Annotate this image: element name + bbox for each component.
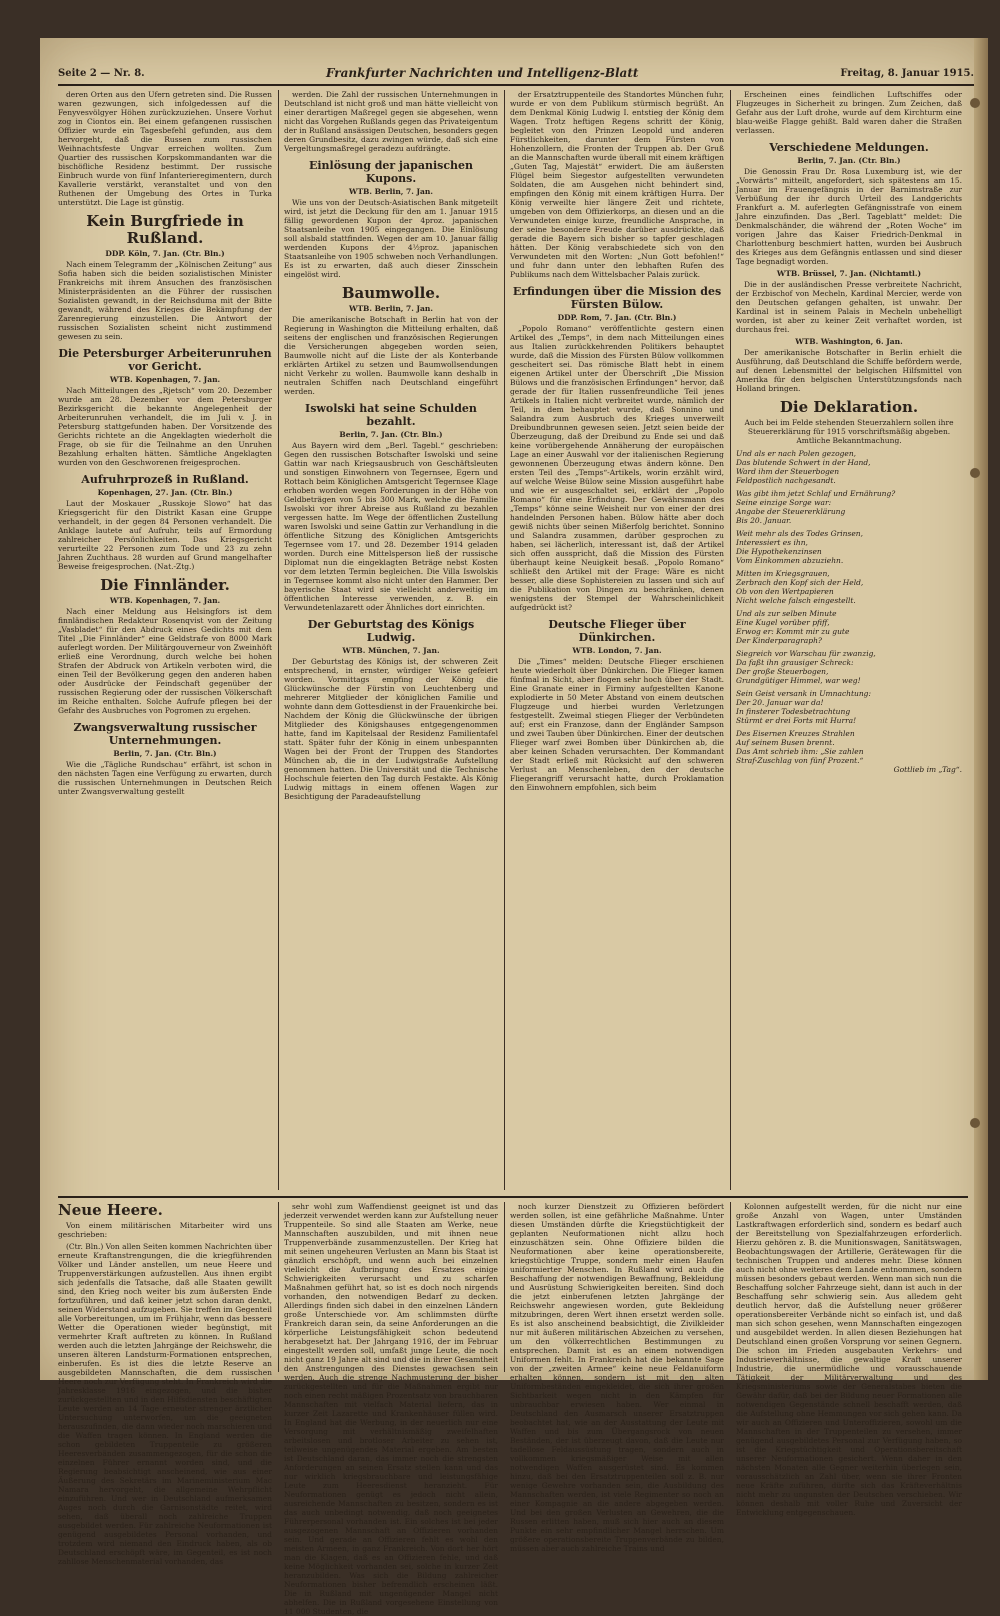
headline: Die Finnländer. (100, 576, 230, 594)
poem-line: Sein Geist versank in Umnachtung: (736, 689, 871, 698)
headline: Der Geburtstag des Königs Ludwig. (307, 618, 475, 644)
article-text: Aus Bayern wird dem „Berl. Tagebl.“ geschrieben: Gegen den russischen Botschafter Iswolski und seine Gattin war nach Kriegsausbruch von Geschäftsleuten und sonstigen Einwohnern von Tegernsee, Egern und Rottach beim Königlichen Amtsgericht Tegernsee Klage erhoben worden wegen Forderungen in der Höhe von Geldbeträgen von 5 bis 300 Mark, welche die Familie Iswolski vor ihrer Abreise aus Rußland zu bezahlen vergessen hatte. Im Wege der öffentlichen Zustellung waren Iswolski und seine Gattin zur Verhandlung in die öffentliche Sitzung des Königlichen Amtsgerichts Tegernsee vom 17. und 28. Dezember 1914 geladen worden. Durch eine Mittelsperson ließ der russische Diplomat nun die eingeklagten Beträge nebst Kosten vor dem letzten Termin begleichen. Die Villa Iswolskis in Tegernsee kommt also nicht unter den Hammer. Der bayerische Staat wird sie vielleicht anderweitig im öffentlichen Interesse verwenden, z. B. ein Verwundetenlazarett oder Ähnliches dort einrichten. (284, 441, 498, 612)
dateline: WTB. Berlin, 7. Jan. (349, 304, 433, 313)
poem-line: Die Hypothekenzinsen (736, 547, 822, 556)
poem-line: Straf-Zuschlag von fünf Prozent.“ (736, 756, 864, 765)
article-text: Wie die „Tägliche Rundschau“ erfährt, ist schon in den nächsten Tagen eine Verfügung zu erwarten, durch die russischen Unternehmungen in Deutschen Reich unter Zwangsverwaltung gestellt (58, 760, 272, 796)
dateline: DDP. Köln, 7. Jan. (Ctr. Bln.) (105, 249, 225, 258)
headline: Aufruhrprozeß in Rußland. (81, 473, 249, 486)
binding-hole (970, 98, 980, 108)
page-edge-shadow (974, 38, 988, 1380)
poem (736, 418, 962, 774)
article-text: „Popolo Romano“ veröffentlichte gestern einen Artikel des „Temps“, in dem nach Mitteilungen eines aus Italien zurückkehrenden Politikers behauptet wurde, daß die Mission des Fürsten Bülow vollkommen gescheitert sei. Das römische Blatt hebt in einem eigenen Artikel unter der Überschrift „Die Mission Bülows und die französischen Erfindungen“ hervor, daß gerade der für Italien russenfreundliche Teil jenes Artikels in Italien nicht verbreitet wurde, nämlich der Teil, in dem behauptet wurde, daß Sonnino und Salandra zum Ausbruch des Krieges unverweilt Dreibundbrunnen gewesen seien. Jetzt seien beide der Überzeugung, daß der Dreibund zu Ende sei und daß keine vorübergehende Annäherung der europäischen Lage an einer Auswahl vor der italienischen Regierung gewonnenen Überzeugung etwas ändern könne. Den ersten Teil des „Temps“-Artikels, worin erzählt wird, auf welche Weise Bülow seine Mission ausgeführt habe und wie er ausgeschaltet sei, erklärt der „Popolo Romano“ für eine Erfindung. Der Gewährsmann des „Temps“ könne seine Weisheit nur von einer der drei handelnden Personen haben. Bülow hätte aber doch gewiß nichts über seinen Mißerfolg berichtet. Sonnino und Salandra zusammen, darüber gesprochen zu haben, sei lächerlich, interessant ist, daß der Artikel sich offen ausspricht, daß die Mission des Fürsten überhaupt keine Neuigkeit besaß. „Popolo Romano“ schließt den Artikel mit der Frage: Wäre es nicht besser, alle diese Sophistereien zu lassen und sich auf die Publikation von Dingen zu beschränken, denen wenigstens der Stempel der Wahrscheinlichkeit aufgedrückt ist? (510, 324, 724, 612)
dateline: WTB. London, 7. Jan. (572, 646, 662, 655)
byline: Von einem militärischen Mitarbeiter wird uns geschrieben: (58, 1221, 272, 1239)
headline: Iswolski hat seine Schulden bezahlt. (305, 402, 477, 428)
poem-line: In finsterer Todesbetrachtung (736, 707, 851, 716)
article-text: Erscheinen eines feindlichen Luftschiffes oder Flugzeuges in Sicherheit zu bringen. Zum Zeichen, daß Gefahr aus der Luft drohe, wurde auf dem Kirchturm eine blau-weiße Flagge gehißt. Bald waren daher die Straßen verlassen. (736, 90, 962, 135)
section-rule (58, 1196, 968, 1198)
article-text: sehr wohl zum Waffendienst geeignet ist und das jederzeit verwendet werden kann zur Aufstellung neuer Truppenteile. So sind alle Staaten am Werke, neue Mannschaften auszubilden, und mit ihnen neue Truppenverbände zusammenzustellen. Der Krieg hat mit seinen ungeheuren Verlusten an Mann bis Staat ist gänzlich erschöpft, und wenn auch bei einzelnen vielleicht die Aufbringung des Ersatzes einige Schwierigkeiten verursacht und zu scharfen Maßnahmen geführt hat, so ist es doch noch nirgends vorhanden, den notwendigen Bedarf zu decken. Allerdings finden sich dabei in den einzelnen Ländern große Unterschiede vor. Am schlimmsten dürfte Frankreich daran sein, da seine Anforderungen an die körperliche Leistungsfähigkeit schon bedeutend herabgesetzt hat. Der Jahrgang 1916, der im Februar eingestellt werden soll, umfaßt junge Leute, die noch nicht ganz 19 Jahre alt sind und die in ihrer Gesamtheit den Anstrengungen des Dienstes gewachsen sein werden. Auch die strenge Nachmusterung der bisher zurückgestellten und für die Maßnahmen ergibt nur noch einen recht mäßigen Prozentsatz von brauchbaren Mannschaften mit vielfach Material liefern, das in kurzer Zeit Lazarette und Krankenhäuser füllen wird. In England hat die Werbung, in der neuerlich nur eine Versorgung mit verhältnismäßig zweifelhaften arbeitslosen und brotloser Arbeiter zu sehen ist, teilweise ungenügendes Material ergeben. Am besten ist Deutschland daran, das immer noch die strengsten Anforderungen an seinen Ersatz stellen kann und das nur wirklich kriegsbrauchbare und leistungsfähige Leute zum Heeresdienst heranzieht. Für Neuformationen genügt es jedoch nicht allein, ausreichende Mannschaften zu besitzen, sondern es ist das auch unbedingt notwendig, daß noch geeignetes Führerpersonal vorhanden ist. Ein solches ist bei jeder ausgezogenen Mannschaft an Offizieren vorhanden sein. Und gerade an Offizieren fehlt es wohl den meisten Armeen, in ganz Frankreich. Von dort her hört man die Klagen, daß es an Offizieren fehle, und daß keine Möglichkeit vorhanden sei, solche in kurzer Zeit heranzubilden. Was sich die Bildung zahlreicher Neuformationen bisher befremdlich erscheinen läßt. Die in Rußland mit ungenügender Mangel nicht abhelfen. Die in Rußland vorgesehene Einstellung von 11 000 Studenten, die (284, 1202, 498, 1616)
poem-line: Eine Kugel vorüber pfiff, (736, 618, 830, 627)
poem-line: Da faßt ihn grausiger Schreck: (736, 658, 854, 667)
article-text: Nach einem Telegramm der „Kölnischen Zeitung“ aus Sofia haben sich die beiden sozialistischen Minister Frankreichs mit ihrem Ansuchen des französischen Ministerpräsidenten an die Führer der russischen Sozialisten gewandt, in der Reichsduma mit der Bitte gewandt, während des Krieges die Bekämpfung der Zarenregierung einzustellen. Die Antwort der russischen Sozialisten scheint nicht zustimmend gewesen zu sein. (58, 260, 272, 341)
neue-heere-column-2 (284, 1202, 498, 1616)
dateline: WTB. Kopenhagen, 7. Jan. (109, 596, 221, 605)
dateline: Berlin, 7. Jan. (Ctr. Bln.) (797, 156, 901, 165)
poem-line: Stürmt er drei Forts mit Hurra! (736, 716, 857, 725)
poem-lines (736, 449, 962, 765)
poem-signature: Gottlieb im „Tag“. (893, 765, 962, 774)
poem-line: Zerbrach den Kopf sich der Held, (736, 578, 864, 587)
poem-line: Das blutende Schwert in der Hand, (736, 458, 871, 467)
article-text: Nach einer Meldung aus Helsingfors ist dem finnländischen Redakteur Rosenqvist von der Zeitung „Vasbladet“ für den Abdruck eines Gedichts mit dem Titel „Die Finnländer“ eine Geldstrafe von 8000 Mark auferlegt worden. Der Militärgouverneur von Zweinhöft erließ eine Verordnung, durch welche bei hohen Strafen der Abdruck von Artikeln verboten wird, die einen Teil der Bevölkerung gegen den anderen haben oder Ausdrücke der Feindschaft gegenüber der russischen Regierung oder der russischen Völkerschaft im Reiche enthalten. Solche Aufrufe pflegen bei der Gefahr des Ausbruches von Pogromen zu ergehen. (58, 607, 272, 715)
dateline: WTB. Brüssel, 7. Jan. (Nichtamtl.) (776, 269, 922, 278)
poem-line: Der Kinderparagraph? (736, 636, 822, 645)
article-text: Der amerikanische Botschafter in Berlin erhielt die Ausführung, daß Deutschland die Schiffe befördern werde, auf denen Lebensmittel der belgischen Hilfsmittel von Amerika für den belgischen Unterstützungsfonds nach Holland bringen. (736, 348, 962, 393)
column-2 (284, 90, 498, 1190)
poem-line: Interessiert es ihn, (736, 538, 808, 547)
column-rule (730, 1202, 731, 1372)
neue-heere-column-4 (736, 1202, 962, 1517)
poem-line: Ob von den Wertpapieren (736, 587, 834, 596)
headline: Einlösung der japanischen Kupons. (308, 159, 474, 185)
neue-heere-column-3 (510, 1202, 724, 1553)
poem-line: Weit mehr als des Todes Grinsen, (736, 529, 863, 538)
dateline: Berlin, 7. Jan. (Ctr. Bln.) (113, 749, 217, 758)
headline: Zwangsverwaltung russischer Unternehmungen. (73, 721, 257, 747)
column-rule (504, 90, 505, 1190)
column-rule (278, 1202, 279, 1372)
poem-line: Des Eisernen Kreuzes Strahlen (736, 729, 855, 738)
binding-hole (970, 1118, 980, 1128)
column-4 (736, 90, 962, 1190)
poem-line: Und als er nach Polen gezogen, (736, 449, 857, 458)
poem-line: Feldpostlich nachgesandt. (736, 476, 836, 485)
poem-line: Bis 20. Januar. (736, 516, 792, 525)
article-text: Wie uns von der Deutsch-Asiatischen Bank mitgeteilt wird, ist jetzt die Deckung für den am 1. Januar 1915 fällig gewordenen Kupon der 4proz. japanischen Staatsanleihe von 1905 eingegangen. Die Einlösung soll alsbald stattfinden. Wegen der am 10. Januar fällig werdenden Kupons der 4½proz. japanischen Staatsanleihe von 1905 schweben noch Verhandlungen. Es ist zu erwarten, daß auch dieser Zinsschein eingelöst wird. (284, 198, 498, 279)
headline: Erfindungen über die Mission des Fürsten Bülow. (512, 285, 722, 311)
poem-line: Grundgütiger Himmel, war weg! (736, 676, 861, 685)
poem-line: Mitten im Kriegsgrauen, (736, 569, 830, 578)
article-text: Nach Mitteilungen des „Rjetsch“ vom 20. Dezember wurde am 28. Dezember vor dem Petersburger Bezirksgericht die bekannte Angelegenheit der Arbeiterunruhen verhandelt, die im Juli v. J. in Petersburg stattgefunden haben. Der Vorsitzende des Gerichts richtete an die Angeklagten wiederholt die Frage, ob sie für die Teilnahme an den Unruhen Bezahlung erhalten hätten. Sämtliche Angeklagten wurden von den Geschworenen freigesprochen. (58, 386, 272, 467)
poem-line: Das Amt schrieb ihm: „Sie zahlen (736, 747, 864, 756)
poem-line: Siegreich vor Warschau für zwanzig, (736, 649, 876, 658)
dateline: WTB. Berlin, 7. Jan. (349, 187, 433, 196)
column-3 (510, 90, 724, 1190)
headline: Die Petersburger Arbeiterunruhen vor Gericht. (58, 347, 272, 373)
poem-line: Der 20. Januar war da! (736, 698, 824, 707)
article-text: der Ersatztruppenteile des Standortes München fuhr, wurde er von dem Publikum stürmisch begrüßt. An dem Denkmal König Ludwig I. entstieg der König dem Wagen. Trotz heftigen Regens schritt der König, begleitet von den Prinzen Leopold und anderen Fürstlichkeiten, darunter dem Fürsten von Hohenzollern, die Fronten der Truppen ab. Der Gruß an die Mannschaften wurde überall mit einem kräftigen „Guten Tag, Majestät“ erwidert. Die am äußersten Flügel beim Siegestor aufgestellten verwundeten Soldaten, die am Ausgehen nicht behindert sind, empfingen den König mit einem kräftigen Hurra. Der König verweilte hier längere Zeit und richtete, umgeben von dem Offizierkorps, an diesen und an die Verwundeten einige kurze, freundliche Ansprache, in der seine besondere Freude darüber ausdrückte, daß gerade die Bayern sich bisher so tapfer geschlagen hätten. Der König verabschiedete sich von den Verwundeten mit den Worten: „Nun Gott befohlen!“ und fuhr dann unter den lebhaften Rufen des Publikums nach dem Wittelsbacher Palais zurück. (510, 90, 724, 279)
column-rule (730, 90, 731, 1190)
article-text: Laut der Moskauer „Russkoje Slowo“ hat das Kriegsgericht für den Distrikt Kasan eine Gruppe verhandelt, in der gegen 84 Personen verhandelt. Die Anklage lautete auf Aufruhr, teils auf Ermordung zahlreicher Persönlichkeiten. Das Kriegsgericht verurteilte 22 Personen zum Tode und 23 zu zehn Jahren Zuchthaus. 28 wurden auf Grund mangelhafter Beweise freigesprochen. (Nat.-Ztg.) (58, 499, 272, 571)
poem-line: Angabe der Steuererklärung (736, 507, 846, 516)
poem-line: Seine einzige Sorge war: (736, 498, 832, 507)
poem-note: Auch bei im Felde stehenden Steuerzahlern sollen ihre Steuererklärung für 1915 vorschriftsmäßig abgeben. Amtliche Bekanntmachung. (744, 418, 954, 445)
headline: Verschiedene Meldungen. (769, 141, 929, 154)
article-text: Die in der ausländischen Presse verbreitete Nachricht, der Erzbischof von Mecheln, Kardinal Mercier, werde von den Deutschen gefangen gehalten, ist unwahr. Der Kardinal ist in seinem Palais in Mecheln unbehelligt worden, ist aber zu keiner Zeit verhaftet worden, ist durchaus frei. (736, 280, 962, 334)
masthead (58, 64, 974, 86)
dateline: DDP. Rom, 7. Jan. (Ctr. Bln.) (557, 313, 677, 322)
article-text: Die Genossin Frau Dr. Rosa Luxemburg ist, wie der „Vorwärts“ mitteilt, angefordert, sich spätestens am 15. Januar im Frauengefängnis in der Barnimstraße zur Verbüßung der ihr durch Urteil des Landgerichts Frankfurt a. M. auferlegten Gefängnisstrafe von einem Jahre einzufinden. Das „Berl. Tageblatt“ meldet: Die Denkmalschänder, die während der „Roten Woche“ im vorigen Jahre das Kaiser Friedrich-Denkmal in Charlottenburg beschmiert hatten, wurden bei Ausbruch des Krieges aus dem Gefängnis entlassen und sind dieser Tage begnadigt worden. (736, 167, 962, 266)
article-text: Der Geburtstag des Königs ist, der schweren Zeit entsprechend, in ernster, würdiger Weise gefeiert worden. Vormittags empfing der König die Glückwünsche der Fürstin von Leuchtenberg und mehrerer Mitglieder der königlichen Familie und wohnte dann dem Gottesdienst in der Frauenkirche bei. Nachdem der König die Glückwünsche der übrigen Mitglieder des Königshauses entgegengenommen hatte, fand im Kapitelsaal der Residenz Familientafel statt. Später fuhr der König in einem unbespannten Wagen bei der Front der Truppen des Standortes München ab, die in der Ludwigstraße Aufstellung genommen hatten. Die Universität und die Technische Hochschule feierten den Tag durch Festakte. Als König Ludwig mittags in einem offenen Wagen zur Besichtigung der Paradeaufstellung (284, 657, 498, 801)
column-1 (58, 90, 272, 1190)
poem-line: Was gibt ihm jetzt Schlaf und Ernährung? (736, 489, 896, 498)
dateline: WTB. Kopenhagen, 7. Jan. (109, 375, 221, 384)
poem-line: Nicht welche falsch eingestellt. (736, 596, 856, 605)
newspaper-page (40, 38, 988, 1616)
dateline: Berlin, 7. Jan. (Ctr. Bln.) (339, 430, 443, 439)
poem-line: Erwog er: Kommt mir zu gute (736, 627, 850, 636)
article-text: Die „Times“ melden: Deutsche Flieger erschienen heute wiederholt über Dünkirchen. Die Flieger kamen fünfmal in Sicht, aber flogen sehr hoch über der Stadt. Eine Granate einer in Firminy aufgestellten Kanone explodierte in 50 Meter Abstand von einem deutschen Flugzeuge und hierbei wurden Verletzungen festgestellt. Zweimal stiegen Flieger der Verbündeten auf; erst ein Franzose, dann der Engländer Sampson und zwei Tauben über Dünkirchen. Einer der deutschen Flieger warf zwei Bomben über Dünkirchen ab, die aber keinen Schaden verursachten. Der Kommandant der Stadt erließ mit Rücksicht auf den schweren Verlust an Menschenleben, den der deutsche Fliegerangriff verursacht hatte, durch Proklamation den Einwohnern empfohlen, sich beim (510, 657, 724, 792)
headline: Die Deklaration. (779, 398, 919, 416)
poem-line: Ward ihm der Steuerbogen (736, 467, 840, 476)
dateline: WTB. Washington, 6. Jan. (795, 337, 903, 346)
issue-date: Freitag, 8. Januar 1915. (840, 68, 974, 79)
poem-line: Und als zur selben Minute (736, 609, 837, 618)
article-text: (Ctr. Bln.) Von allen Seiten kommen Nachrichten über erneute Kraftanstrengungen, die die kriegführenden Völker und Länder anstellen, um neue Heere und Truppenverstärkungen aufzustellen. Aus ihnen ergibt sich jedenfalls die Tatsache, daß alle Staaten gewillt sind, den Krieg noch weiter bis zum äußersten Ende fortzuführen, und daß keiner jetzt schon daran denkt, seinen Widerstand aufzugeben. Sie treffen im Gegenteil alle Vorbereitungen, um im Frühjahr, wenn das bessere Wetter die Operationen wieder begünstigt, mit vermehrter Kraft auftreten zu können. In Rußland werden auch die letzten Jahrgänge der Reichswehr, die unseren älteren Landsturm-Formationen entsprechen, einberufen. Es ist dies die letzte Reserve an ausgebildeten Mannschaften, die dem russischen Heere noch zur Verfügung steht. In Frankreich wird die Jahresklasse 1916 eingezogen, und die bisher zurückgestellten und in den Hilfsdiensten beschäftigten Leute werden an 14 Tage erneuter strenger ärztlicher Untersuchung unterworfen, um die geeigneten herauszufinden, die dann wieder noch marschieren und die Waffen tragen können. In England werden die schon gebildeten Truppenteile zu größeren Heeresverbänden zusammengezogen, für die schon die einzelnen Führer ernannt worden sind, und die Regierung beabsichtigt anscheinend, wie aus einer Äußerung des Sekretärs im Marineministerium Mac Namara hervorgeht, die allgemeine Wehrpflicht einzuführen. Und wer in Deutschland aufmerksamen Auges noch durch die Garnisonstädte reitet, wird sehen, daß überall noch zahlreiche Truppen ausgebildet werden. Für zahlreiche Neuformationen ist genügend ausgebildetes Personal vorhanden, und trotzdem wird niemand den Eindruck haben, als ob Deutschland erschöpft wäre, im Gegenteil, es ist noch zahllose Menschenmaterial vorhanden, das (58, 1242, 273, 1566)
binding-hole (970, 468, 980, 478)
poem-line: Auf seinem Busen brennt. (736, 738, 835, 747)
article-text: Kolonnen aufgestellt werden, für die nicht nur eine große Anzahl von Wagen, unter Umständen Lastkraftwagen erforderlich sind, sondern es bedarf auch der Bereitstellung von Spezialfahrzeugen erforderlich. Hierzu gehören z. B. die Munitionswagen, Sanitätswagen, Beobachtungswagen der Artillerie, Gerätewagen für die technischen Truppen und anderes mehr. Diese können auch nicht ohne weiteres dem Lande entnommen, sondern müssen besonders gebaut werden. Wenn man sich nun die Beschaffung solcher Fahrzeuge sieht, dann ist auch in der Beschaffung sehr schwierig sein. Aus alledem geht deutlich hervor, daß die Aufstellung neuer größerer operationsbereiter Verbände nicht so einfach ist, und daß man sich schon gesehen, wenn Mannschaften eingezogen und ausgebildet werden. In allen diesen Beziehungen hat Deutschland einen großen Vorsprung vor seinen Gegnern. Die schon im Frieden ausgebauten Verkehrs- und Industrieverhältnisse, die gewaltige Kraft unserer Industrie, die unermüdliche und vorausschauende Tätigkeit der Militärverwaltung und des Kriegsministeriums sowie der Generalstabes bieten die Gewähr dafür, daß bei der Bildung neuer Formationen alle notwendigen Gegenstände schnell beschafft werden, daß die Aufstellung ohne Hemmungen vor sich gehen kann. Da wir auch an Offizieren und Unteroffizieren, sowohl um die Mannschaften in der Truppenteilen zu versehen, immer genügend ausgebildetes Personal zur Verfügung haben, so ist die Kriegstüchtigkeit und Operationsbereitschaft unserer Neuformationen gesichert. Wenn daher in den nächsten Monaten alle Gegner weiterhin überlegen sein, vorausschätzlich an Zahl über, wenn sie ihrer Fronten neue Kräfte zuführen, dürfte sich das Kräfteverhältnis nicht mehr zu ungunsten der Deutschen verschieben. Wir können deshalb mit voller Ruhe und Zuversicht der Entwicklung entgegenschauen. (736, 1202, 962, 1517)
column-rule (504, 1202, 505, 1372)
headline: Baumwolle. (341, 284, 441, 302)
article-text: werden. Die Zahl der russischen Unternehmungen in Deutschland ist nicht groß und man hätte vielleicht von einer derartigen Maßregel gegen sie abgesehen, wenn nicht das Vorgehen Rußlands gegen das Privateigentum der in Rußland ansässigen Deutschen, besonders gegen deren Grundbesitz, dazu zwingen würde, daß sich eine Vergeltungsmaßregel geradezu aufdrängte. (284, 90, 498, 153)
headline: Kein Burgfriede in Rußland. (86, 212, 244, 247)
article-text: deren Orten aus den Ufern getreten sind. Die Russen waren gezwungen, sich infolgedessen auf die Fenyvesvölgyer Höhen zurückzuziehen. Unsere Vorhut zog in Ciontos ein. Bei einem gefangenen russischen Offizier wurde ein Tagesbefehl gefunden, aus dem hervorgeht, daß die Russen zum russischen Weihnachtsfeste Ungvar erreichen wollten. Zum Quartier des russischen Korpskommandanten war die bischöfliche Residenz bestimmt. Der russische Einbruch wurde von fünf Infanterieregimentern, durch Kavallerie verstärkt, veranstaltet und von den Ruthenen der Umgebung des Ortes in Turka unterstützt. Die Lage ist günstig. (58, 90, 272, 207)
headline: Deutsche Flieger über Dünkirchen. (548, 618, 686, 644)
poem-line: Vom Einkommen abzuziehn. (736, 556, 844, 565)
neue-heere-column-1 (58, 1201, 273, 1566)
newspaper-title: Frankfurter Nachrichten und Intelligenz-Blatt (326, 66, 639, 80)
article-text: noch kurzer Dienstzeit zu Offizieren befördert werden sollen, ist eine gefährliche Maßnahme. Unter diesen Umständen dürfte die Kriegstüchtigkeit der geplanten Neuformationen nicht allzu hoch einzuschätzen sein. Ohne Offiziere bilden die Neuformationen aber keine operationsbereite, kriegstüchtige Truppe, sondern mehr einen Haufen uniformierter Menschen. In Rußland wird auch die Beschaffung der notwendigen Bewaffnung, Bekleidung und Ausrüstung Schwierigkeiten bereiten. Sind doch die jetzt einberufenen letzten Jahrgänge der Reichswehr angewiesen worden, gute Bekleidung mitzubringen, deren Wert ihnen ersetzt werden solle. Es ist also anscheinend beabsichtigt, die Zivilkleider nur mit äußeren militärischen Abzeichen zu versehen, um den völkerrechtlichen Bestimmungen zu entsprechen. Damit ist es an einem notwendigen Uniformen fehlt. In Frankreich hat die bekannte Sage von der „zweiten Armee“ keine neue Feldanuiform erhalten können, sondern ist mit den alten Uniformbeständen eingekleidet, die sich ihrer großen Sichtbarkeit wegen nicht in den Kämpfen für unbrauchbar erwiesen haben. Wer einmal in Deutschland den Ausmarsch unserer Ersatztruppen beobachtet hat, wie an der Ausstattung der Leute mit Waffen und bis zum Übergangsrock von neuen Beständen, der ist überzeugt davon, daß die Leute nur tadellose Feldaussüstung tragen, sondern auch in vollkommen kriegsmäßiger Weise mit allen notwendigen Waffen ausgerüstet sind. Es kommen hinzu, daß bei den Ersatztruppenteilen soll z. B. nur wenige Gewehre vorhanden sein, die Ausbildung des Mannschaften werden, ist viele Regimenter so noch an einer Kompagnie an die andere abgegeben werden. Und bei den großen Verlusten an Gewehren, die die Russen erlitten haben, muß sich hier auch an diesem Punkte ein sehr empfindlicher Mangel herrschen. Um größere operationsbereite Truppenverbände zu bilden, müssen aber auch zahlreiche Trains und (510, 1202, 724, 1553)
column-rule (278, 90, 279, 1190)
article-text: Die amerikanische Botschaft in Berlin hat von der Regierung in Washington die Mitteilung erhalten, daß seitens der englischen und französischen Regierungen die Versicherungen abgegeben worden seien, Baumwolle nicht auf die Liste der als Konterbande erklärten Artikel zu setzen und Baumwollsendungen nicht Verkehr zu wollen. Baumwolle kann deshalb in neutralen Schiffen nach Deutschland eingeführt werden. (284, 315, 498, 396)
poem-line: Der große Steuerbogen, (736, 667, 829, 676)
page-number: Seite 2 — Nr. 8. (58, 68, 145, 79)
headline: Neue Heere. (58, 1201, 163, 1219)
dateline: WTB. München, 7. Jan. (342, 646, 440, 655)
dateline: Kopenhagen, 27. Jan. (Ctr. Bln.) (97, 488, 233, 497)
